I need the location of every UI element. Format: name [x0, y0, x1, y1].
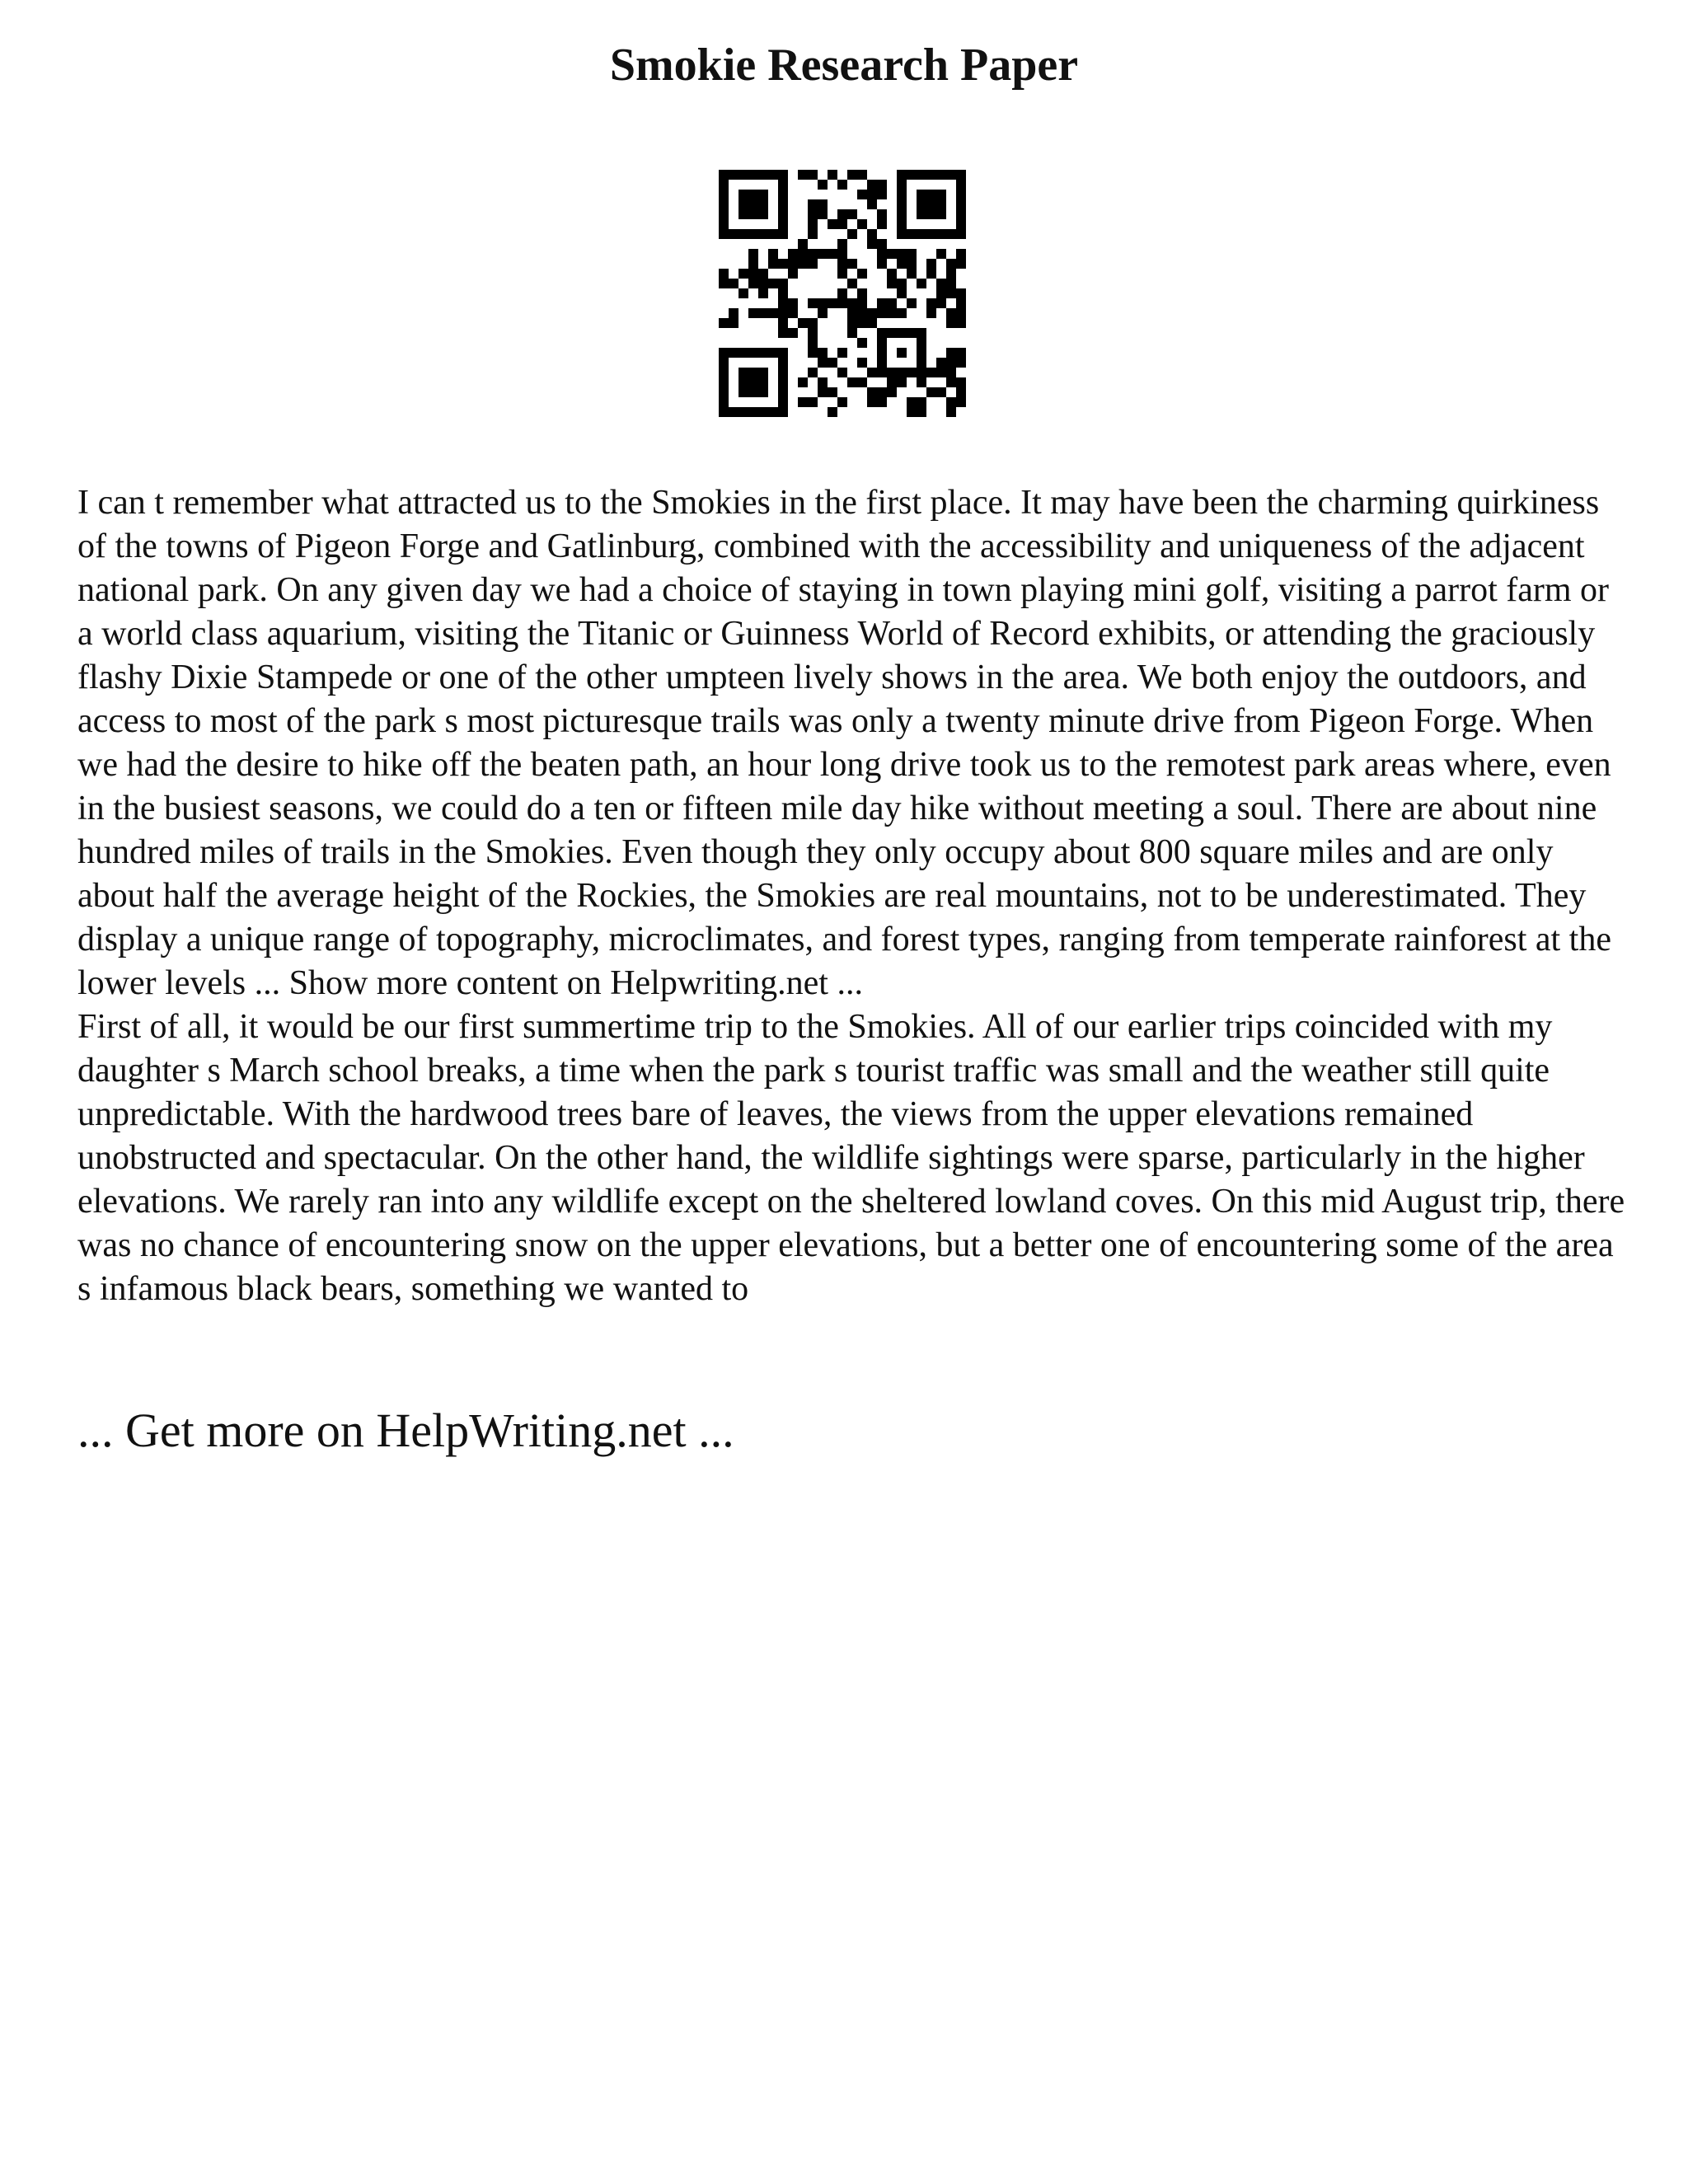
get-more-link[interactable]: ... Get more on HelpWriting.net ... — [77, 1404, 734, 1457]
qr-code-icon — [719, 170, 966, 417]
paragraph-2: First of all, it would be our first summertime trip to the Smokies. All of our earlier trips coincided with my daughter s March school breaks, a time when the park s tourist traffic was small and the weather still quite unpredictable. With the hardwood trees bare of leaves, the views from the upper elevations remained unobstructed and spectacular. On the other hand, the wildlife sightings were sparse, particularly in the higher elevations. We rarely ran into any wildlife except on the sheltered lowland coves. On this mid August trip, there was no chance of encountering snow on the upper elevations, but a better one of encountering some of the area s infamous black bears, something we wanted to — [77, 1008, 1625, 1308]
paragraph-1: I can t remember what attracted us to the Smokies in the first place. It may have been the charming quirkiness of the towns of Pigeon Forge and Gatlinburg, combined with the accessibility and uniqueness of the adjacent national park. On any given day we had a choice of staying in town playing mini golf, visiting a parrot farm or a world class aquarium, visiting the Titanic or Guinness World of Record exhibits, or attending the graciously flashy Dixie Stampede or one of the other umpteen lively shows in the area. We both enjoy the outdoors, and access to most of the park s most picturesque trails was only a twenty minute drive from Pigeon Forge. When we had the desire to hike off the beaten path, an hour long drive took us to the remotest park areas where, even in the busiest seasons, we could do a ten or fifteen mile day hike without meeting a soul. There are about nine hundred miles of trails in the Smokies. Even though they only occupy about 800 square miles and are only about half the average height of the Rockies, the Smokies are real mountains, not to be underestimated. They display a unique range of topography, microclimates, and forest types, ranging from temperate rainforest at the lower levels ... Show more content on Helpwriting.net ... — [77, 484, 1611, 1002]
page-title: Smokie Research Paper — [609, 40, 1079, 91]
article-body — [77, 481, 1627, 1311]
